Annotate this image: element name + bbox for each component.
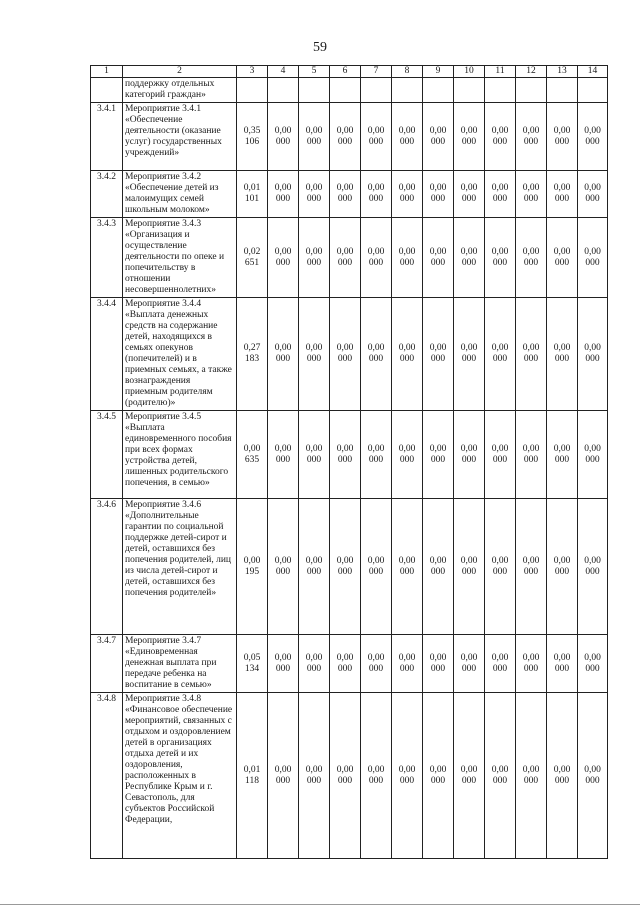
row-code: 3.4.3	[91, 218, 123, 298]
value-cell: 0,27 183	[237, 298, 268, 411]
table-row	[91, 635, 608, 693]
table-row	[91, 171, 608, 218]
value-cell: 0,00 000	[392, 499, 423, 635]
value-cell: 0,00 000	[330, 298, 361, 411]
value-cell: 0,00 000	[299, 635, 330, 693]
value-cell: 0,00 000	[454, 499, 485, 635]
value-cell: 0,00 195	[237, 499, 268, 635]
value-cell: 0,00 000	[330, 103, 361, 171]
table-row	[91, 218, 608, 298]
value-cell: 0,00 000	[361, 218, 392, 298]
value-cell: 0,00 000	[423, 499, 454, 635]
header-cell: 8	[392, 66, 423, 78]
row-code: 3.4.7	[91, 635, 123, 693]
row-code: 3.4.5	[91, 411, 123, 499]
row-name: Мероприятие 3.4.5 «Выплата единовременного пособия при всех формах устройства детей, лишенных родительского попечения, в семью»	[123, 411, 237, 499]
continuation-row	[91, 78, 608, 103]
value-cell: 0,00 000	[454, 693, 485, 859]
row-name: Мероприятие 3.4.2 «Обеспечение детей из малоимущих семей школьным молоком»	[123, 171, 237, 218]
value-cell: 0,00 000	[485, 693, 516, 859]
program-table	[90, 65, 608, 859]
value-cell: 0,00 000	[454, 635, 485, 693]
value-cell: 0,00 000	[485, 171, 516, 218]
row-name: Мероприятие 3.4.7 «Единовременная денежная выплата при передаче ребенка на воспитание в семью»	[123, 635, 237, 693]
value-cell: 0,00 000	[485, 411, 516, 499]
value-cell: 0,00 000	[268, 218, 299, 298]
row-code: 3.4.8	[91, 693, 123, 859]
header-cell: 1	[91, 66, 123, 78]
value-cell: 0,00 000	[547, 635, 578, 693]
row-name: Мероприятие 3.4.3 «Организация и осуществление деятельности по опеке и попечительству в отношении несовершеннолетних»	[123, 218, 237, 298]
value-cell: 0,00 000	[423, 298, 454, 411]
value-cell: 0,00 000	[392, 218, 423, 298]
header-cell: 2	[123, 66, 237, 78]
value-cell: 0,00 000	[330, 171, 361, 218]
header-cell: 5	[299, 66, 330, 78]
header-cell: 14	[578, 66, 608, 78]
value-cell: 0,00 000	[392, 693, 423, 859]
value-cell: 0,00 000	[578, 411, 608, 499]
value-cell: 0,05 134	[237, 635, 268, 693]
value-cell: 0,01 101	[237, 171, 268, 218]
value-cell: 0,00 000	[578, 103, 608, 171]
value-cell: 0,00 000	[516, 635, 547, 693]
value-cell: 0,00 000	[361, 411, 392, 499]
value-cell: 0,00 000	[454, 298, 485, 411]
row-code: 3.4.6	[91, 499, 123, 635]
value-cell: 0,00 000	[547, 411, 578, 499]
value-cell: 0,00 000	[299, 171, 330, 218]
value-cell: 0,00 000	[330, 693, 361, 859]
value-cell: 0,00 000	[268, 635, 299, 693]
value-cell: 0,00 000	[547, 499, 578, 635]
value-cell: 0,00 000	[485, 298, 516, 411]
value-cell: 0,00 000	[330, 218, 361, 298]
value-cell: 0,00 000	[330, 411, 361, 499]
table-row	[91, 411, 608, 499]
value-cell: 0,02 651	[237, 218, 268, 298]
value-cell: 0,00 000	[330, 635, 361, 693]
value-cell: 0,00 000	[423, 218, 454, 298]
code-cell	[91, 78, 123, 103]
value-cell: 0,00 000	[547, 218, 578, 298]
row-name: Мероприятие 3.4.8 «Финансовое обеспечение мероприятий, связанных с отдыхом и оздоровлением детей в организациях отдыха детей и их оздоровления, расположенных в Республике Крым и г. Севастополь, для субъектов Российской Федерации,	[123, 693, 237, 859]
value-cell: 0,00 000	[423, 411, 454, 499]
value-cell: 0,00 000	[361, 103, 392, 171]
value-cell: 0,00 000	[516, 499, 547, 635]
row-code: 3.4.1	[91, 103, 123, 171]
value-cell: 0,00 000	[423, 103, 454, 171]
value-cell: 0,00 000	[361, 693, 392, 859]
value-cell: 0,00 000	[516, 103, 547, 171]
value-cell: 0,00 000	[485, 635, 516, 693]
value-cell: 0,00 000	[268, 103, 299, 171]
value-cell: 0,00 000	[516, 171, 547, 218]
value-cell: 0,00 000	[454, 103, 485, 171]
value-cell: 0,00 000	[578, 635, 608, 693]
value-cell: 0,00 000	[299, 298, 330, 411]
value-cell: 0,00 000	[361, 298, 392, 411]
header-cell: 4	[268, 66, 299, 78]
header-cell: 10	[454, 66, 485, 78]
row-name: Мероприятие 3.4.4 «Выплата денежных средств на содержание детей, находящихся в семьях опекунов (попечителей) и в приемных семьях, а также вознаграждения приемным родителям (родителю)»	[123, 298, 237, 411]
value-cell: 0,00 000	[578, 298, 608, 411]
value-cell: 0,00 000	[299, 103, 330, 171]
header-cell: 9	[423, 66, 454, 78]
value-cell: 0,00 000	[330, 499, 361, 635]
value-cell: 0,00 000	[547, 298, 578, 411]
table-row	[91, 103, 608, 171]
value-cell: 0,00 000	[454, 218, 485, 298]
table-row	[91, 693, 608, 859]
value-cell: 0,00 000	[547, 693, 578, 859]
header-cell: 12	[516, 66, 547, 78]
table-row	[91, 298, 608, 411]
value-cell: 0,00 000	[516, 218, 547, 298]
value-cell: 0,00 000	[485, 499, 516, 635]
value-cell: 0,00 000	[268, 499, 299, 635]
value-cell: 0,00 000	[392, 298, 423, 411]
value-cell: 0,00 000	[361, 499, 392, 635]
value-cell: 0,00 000	[392, 411, 423, 499]
value-cell: 0,00 000	[361, 635, 392, 693]
continuation-text: поддержку отдельных категорий граждан»	[123, 78, 237, 103]
value-cell: 0,00 000	[485, 218, 516, 298]
value-cell: 0,00 000	[268, 411, 299, 499]
value-cell: 0,00 000	[423, 693, 454, 859]
value-cell: 0,00 000	[299, 218, 330, 298]
value-cell: 0,00 000	[578, 171, 608, 218]
value-cell: 0,01 118	[237, 693, 268, 859]
value-cell: 0,00 000	[547, 171, 578, 218]
value-cell: 0,00 635	[237, 411, 268, 499]
value-cell: 0,00 000	[299, 693, 330, 859]
value-cell: 0,00 000	[516, 693, 547, 859]
value-cell: 0,00 000	[516, 411, 547, 499]
value-cell: 0,00 000	[423, 635, 454, 693]
table-row	[91, 499, 608, 635]
header-cell: 7	[361, 66, 392, 78]
row-name: Мероприятие 3.4.6 «Дополнительные гарантии по социальной поддержке детей-сирот и детей, оставшихся без попечения родителей, лиц из числа детей-сирот и детей, оставшихся без попечения родителей»	[123, 499, 237, 635]
header-cell: 3	[237, 66, 268, 78]
row-code: 3.4.4	[91, 298, 123, 411]
value-cell: 0,00 000	[516, 298, 547, 411]
header-cell: 11	[485, 66, 516, 78]
value-cell: 0,00 000	[547, 103, 578, 171]
value-cell: 0,00 000	[392, 171, 423, 218]
value-cell: 0,00 000	[454, 411, 485, 499]
value-cell: 0,00 000	[578, 693, 608, 859]
value-cell: 0,00 000	[299, 411, 330, 499]
header-row	[91, 66, 608, 78]
value-cell: 0,00 000	[268, 693, 299, 859]
header-cell: 6	[330, 66, 361, 78]
row-name: Мероприятие 3.4.1 «Обеспечение деятельности (оказание услуг) государственных учреждений»	[123, 103, 237, 171]
row-code: 3.4.2	[91, 171, 123, 218]
value-cell: 0,35 106	[237, 103, 268, 171]
header-cell: 13	[547, 66, 578, 78]
value-cell: 0,00 000	[454, 171, 485, 218]
value-cell: 0,00 000	[578, 218, 608, 298]
value-cell: 0,00 000	[299, 499, 330, 635]
value-cell: 0,00 000	[268, 171, 299, 218]
value-cell: 0,00 000	[578, 499, 608, 635]
value-cell: 0,00 000	[361, 171, 392, 218]
value-cell: 0,00 000	[268, 298, 299, 411]
value-cell: 0,00 000	[485, 103, 516, 171]
value-cell: 0,00 000	[392, 635, 423, 693]
value-cell: 0,00 000	[392, 103, 423, 171]
page-number: 59	[313, 40, 327, 55]
value-cell: 0,00 000	[423, 171, 454, 218]
